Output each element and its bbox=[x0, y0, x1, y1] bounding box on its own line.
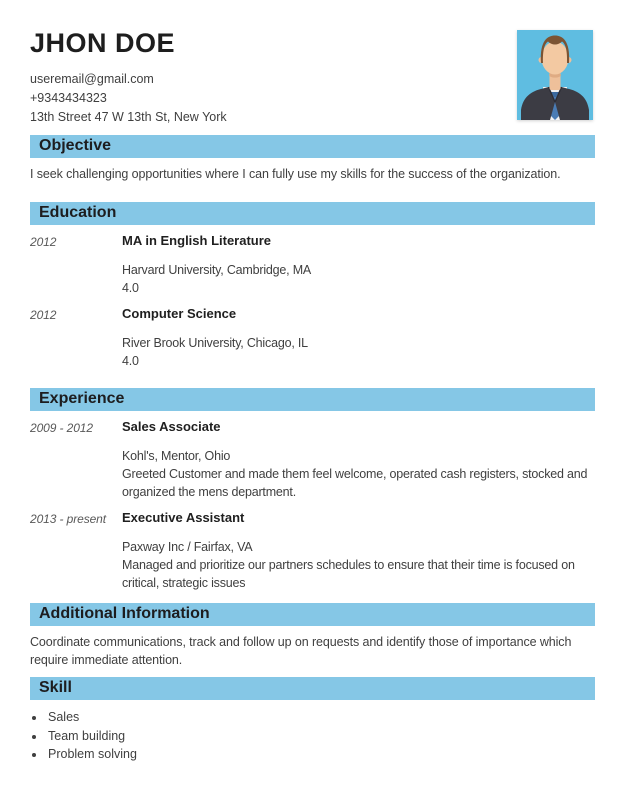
resume-header bbox=[30, 30, 595, 127]
entry-description: Greeted Customer and made them feel welcome, operated cash registers, stocked and organized the mens department. bbox=[122, 467, 588, 499]
skill-item: • Team building bbox=[46, 727, 595, 746]
education-entry bbox=[30, 233, 595, 297]
entry-degree: MA in English Literature bbox=[122, 233, 272, 248]
section-skill bbox=[30, 677, 595, 764]
contact-phone: +9343434323 bbox=[30, 91, 107, 105]
section-title-skill: Skill bbox=[30, 677, 595, 700]
education-entry bbox=[30, 306, 595, 370]
skill-item: • Sales bbox=[46, 708, 595, 727]
entry-school: Harvard University, Cambridge, MA bbox=[122, 263, 312, 277]
experience-entry bbox=[30, 419, 595, 501]
entry-date: 2013 - present bbox=[30, 512, 106, 526]
entry-degree: Computer Science bbox=[122, 306, 237, 321]
experience-entry bbox=[30, 510, 595, 592]
skill-item: • Problem solving bbox=[46, 745, 595, 764]
contact-block bbox=[30, 70, 595, 127]
profile-photo bbox=[517, 30, 593, 120]
contact-email: useremail@gmail.com bbox=[30, 72, 154, 86]
entry-date: 2012 bbox=[30, 235, 57, 249]
contact-address: 13th Street 47 W 13th St, New York bbox=[30, 110, 227, 124]
section-objective bbox=[30, 135, 595, 183]
entry-description: Managed and prioritize our partners schedules to ensure that their time is focused on critical, strategic issues bbox=[122, 558, 575, 590]
section-additional-information bbox=[30, 603, 595, 669]
entry-role: Sales Associate bbox=[122, 419, 221, 434]
section-title-additional-information: Additional Information bbox=[30, 603, 595, 626]
entry-role: Executive Assistant bbox=[122, 510, 245, 525]
name-heading: JHON DOE bbox=[30, 28, 176, 58]
entry-gpa: 4.0 bbox=[122, 281, 139, 295]
entry-company: Paxway Inc / Fairfax, VA bbox=[122, 540, 253, 554]
section-title-objective: Objective bbox=[30, 135, 595, 158]
objective-text: I seek challenging opportunities where I can fully use my skills for the success of the organization. bbox=[30, 167, 561, 181]
section-education bbox=[30, 202, 595, 370]
section-experience bbox=[30, 388, 595, 592]
skill-list bbox=[34, 708, 595, 764]
person-avatar-illustration bbox=[517, 30, 593, 120]
additional-information-text: Coordinate communications, track and follow up on requests and identify those of importance which require immediate attention. bbox=[30, 635, 572, 667]
entry-date: 2012 bbox=[30, 308, 57, 322]
section-title-experience: Experience bbox=[30, 388, 595, 411]
section-title-education: Education bbox=[30, 202, 595, 225]
entry-gpa: 4.0 bbox=[122, 354, 139, 368]
entry-school: River Brook University, Chicago, IL bbox=[122, 336, 308, 350]
entry-date: 2009 - 2012 bbox=[30, 421, 93, 435]
entry-company: Kohl's, Mentor, Ohio bbox=[122, 449, 231, 463]
